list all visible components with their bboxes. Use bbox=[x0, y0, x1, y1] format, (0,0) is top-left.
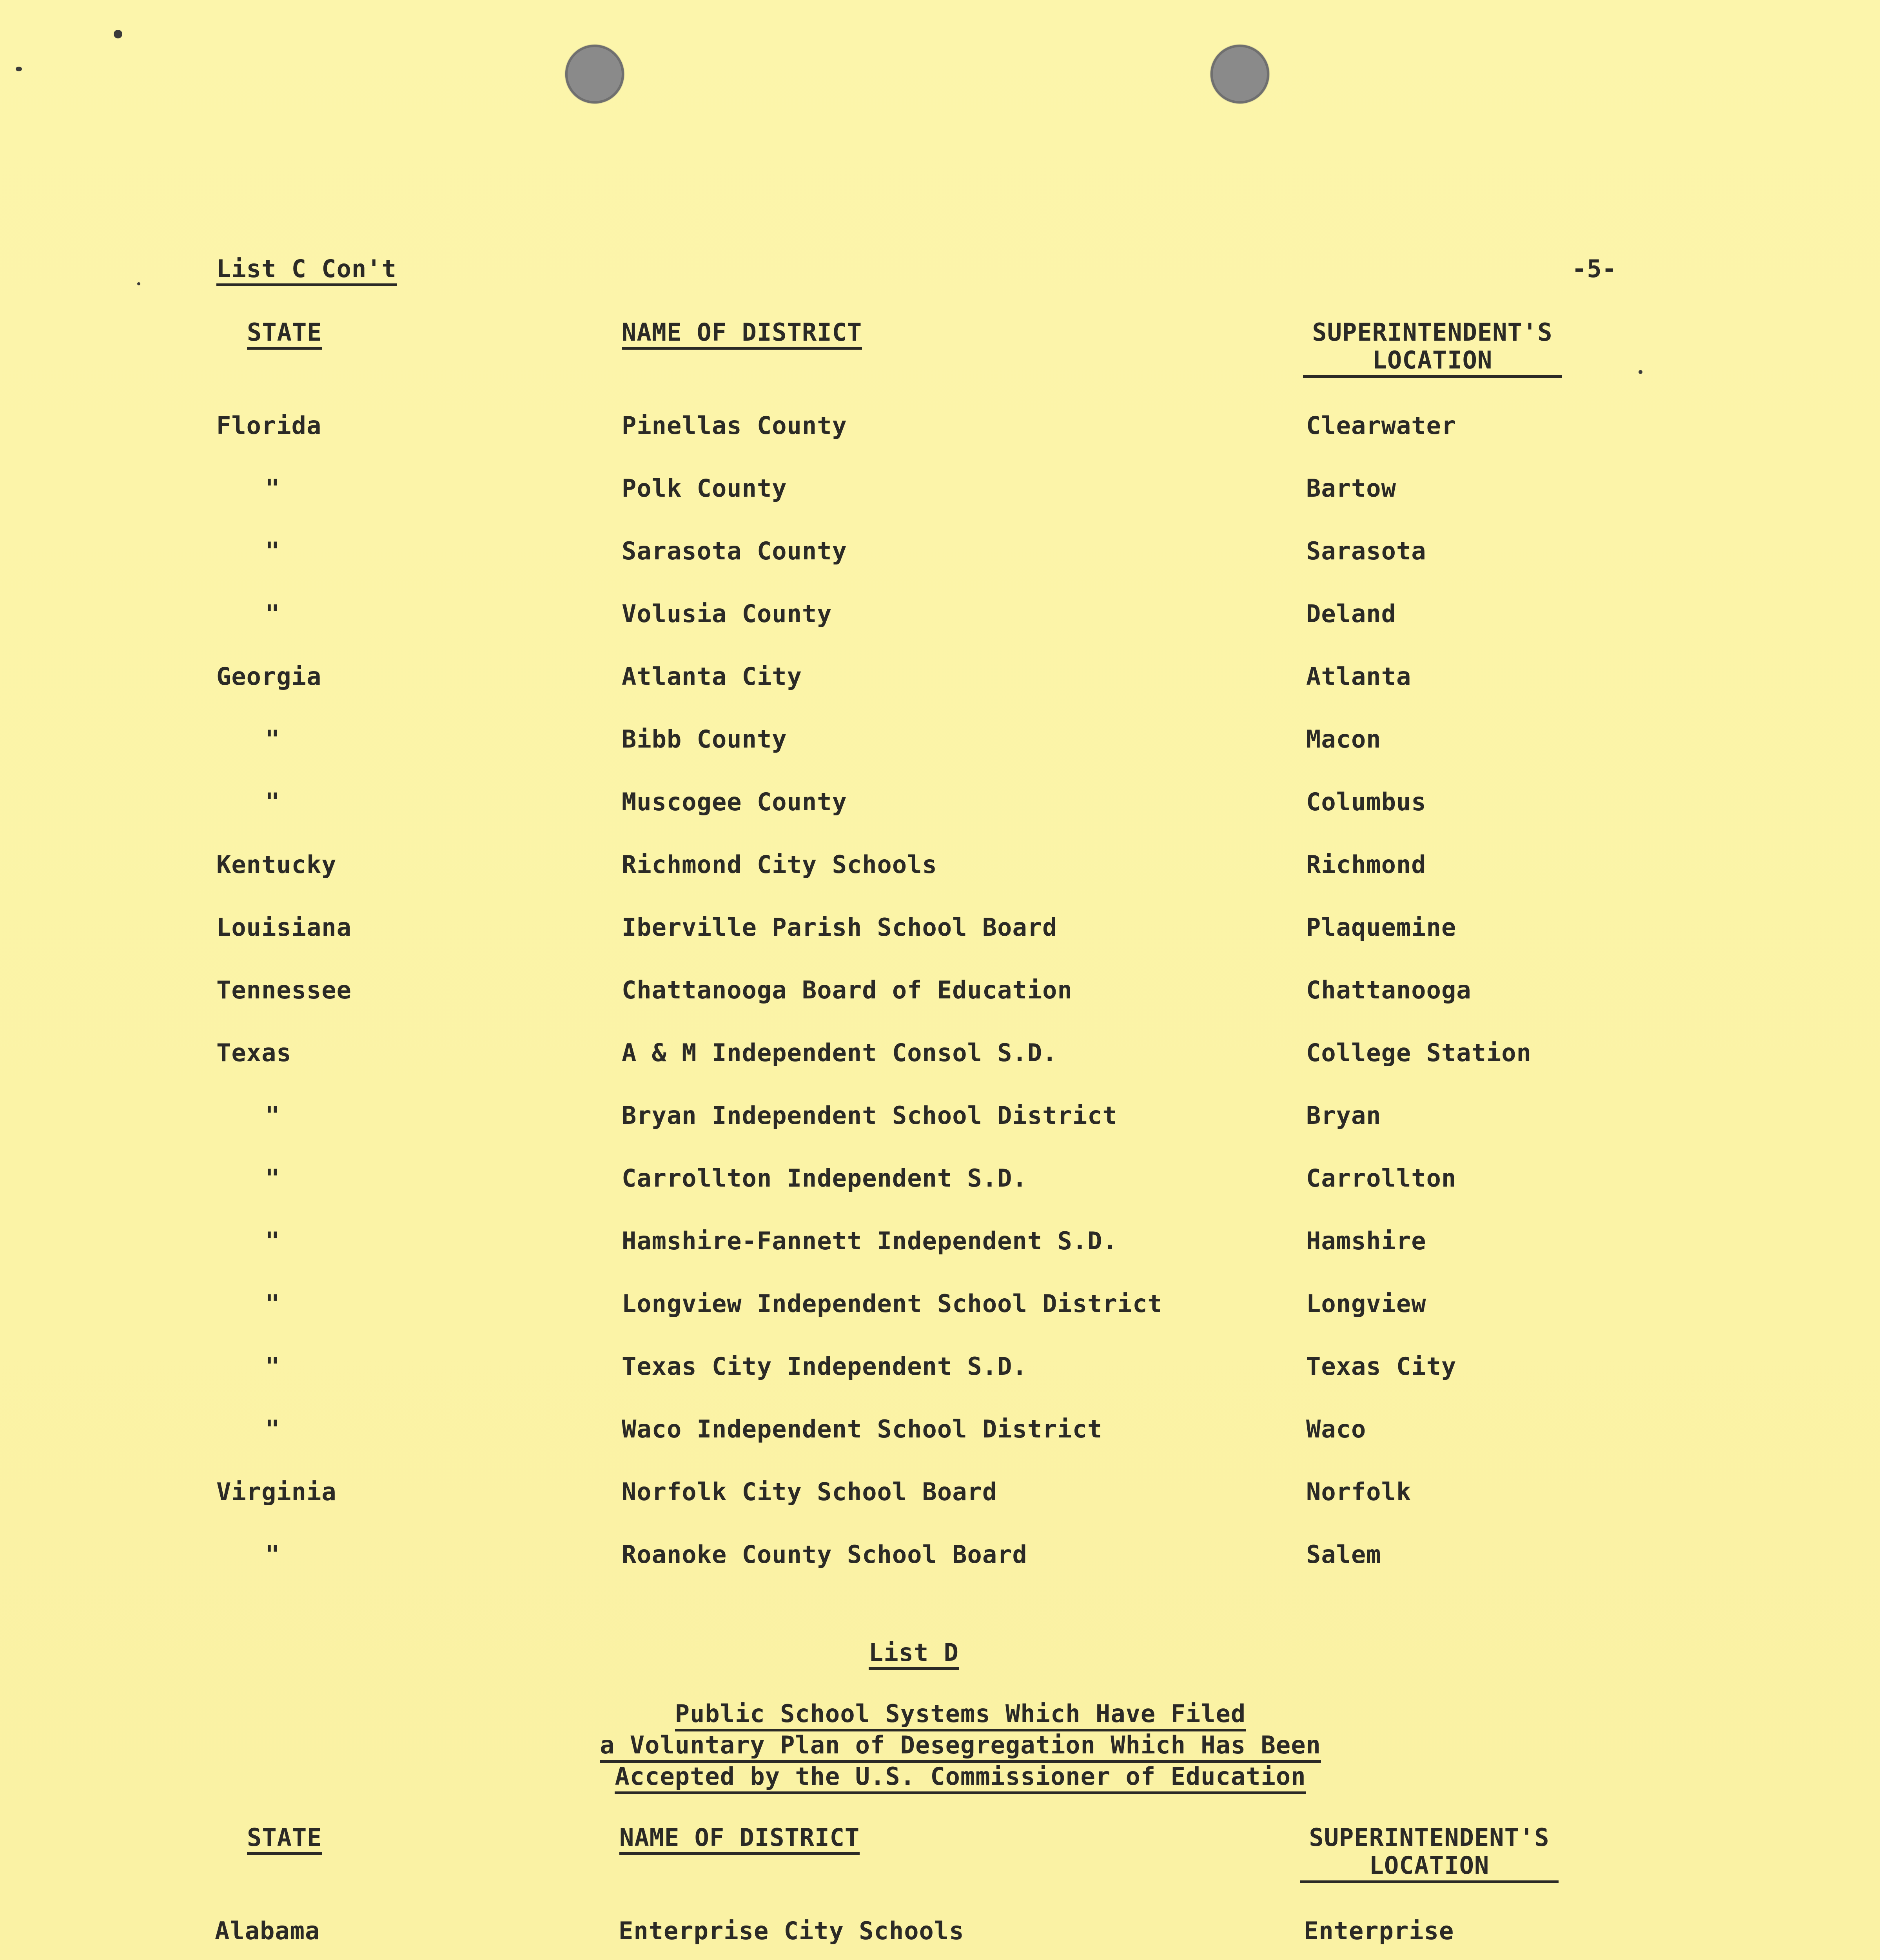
cell-district: Norfolk City School Board bbox=[622, 1477, 998, 1506]
punch-hole-right bbox=[1210, 45, 1269, 103]
cell-district: Waco Independent School District bbox=[622, 1415, 1103, 1443]
cell-location: Macon bbox=[1306, 725, 1381, 753]
list-c-col-location-1: SUPERINTENDENT'S bbox=[1312, 318, 1553, 347]
cell-district: Bibb County bbox=[622, 725, 787, 753]
cell-district: Iberville Parish School Board bbox=[622, 913, 1058, 942]
cell-location: Waco bbox=[1306, 1415, 1366, 1443]
list-d-col-district: NAME OF DISTRICT bbox=[619, 1824, 860, 1855]
list-d-col-state: STATE bbox=[247, 1824, 322, 1855]
paper-speck bbox=[114, 30, 122, 38]
cell-location: Chattanooga bbox=[1306, 976, 1472, 1004]
cell-location: Bryan bbox=[1306, 1101, 1381, 1130]
cell-location: Texas City bbox=[1306, 1352, 1457, 1381]
page-number: -5- bbox=[1572, 254, 1617, 283]
cell-location: Enterprise bbox=[1304, 1916, 1454, 1945]
cell-state: " bbox=[265, 1352, 280, 1381]
cell-district: Roanoke County School Board bbox=[622, 1540, 1027, 1569]
list-c-col-location-line2 bbox=[1303, 346, 1562, 377]
cell-district: Muscogee County bbox=[622, 788, 847, 816]
list-d-subtitle-3: Accepted by the U.S. Commissioner of Education bbox=[615, 1762, 1306, 1794]
cell-state: " bbox=[265, 537, 280, 565]
cell-location: Norfolk bbox=[1306, 1477, 1412, 1506]
cell-district: Carrollton Independent S.D. bbox=[622, 1164, 1027, 1192]
cell-district: Texas City Independent S.D. bbox=[622, 1352, 1027, 1381]
list-c-col-location-line1 bbox=[1303, 318, 1562, 346]
cell-state: Florida bbox=[216, 411, 322, 440]
cell-district: Enterprise City Schools bbox=[619, 1916, 964, 1945]
list-d-subtitle-3-wrap bbox=[470, 1762, 1450, 1790]
cell-location: College Station bbox=[1306, 1038, 1532, 1067]
cell-district: A & M Independent Consol S.D. bbox=[622, 1038, 1058, 1067]
cell-state: " bbox=[265, 1289, 280, 1318]
list-d-subtitle-1: Public School Systems Which Have Filed bbox=[675, 1699, 1246, 1731]
cell-district: Longview Independent School District bbox=[622, 1289, 1163, 1318]
cell-location: Bartow bbox=[1306, 474, 1396, 503]
paper-speck bbox=[16, 67, 22, 71]
cell-state: " bbox=[265, 1101, 280, 1130]
cell-state: Tennessee bbox=[216, 976, 352, 1004]
list-d-col-location-line1 bbox=[1300, 1824, 1559, 1851]
cell-state: " bbox=[265, 1164, 280, 1192]
cell-location: Salem bbox=[1306, 1540, 1381, 1569]
list-d-col-location-2: LOCATION bbox=[1369, 1851, 1490, 1880]
cell-state: Alabama bbox=[215, 1916, 320, 1945]
cell-state: " bbox=[265, 474, 280, 503]
cell-location: Hamshire bbox=[1306, 1227, 1426, 1255]
list-c-col-state: STATE bbox=[247, 318, 322, 350]
cell-district: Atlanta City bbox=[622, 662, 802, 691]
cell-state: " bbox=[265, 1540, 280, 1569]
list-c-col-district: NAME OF DISTRICT bbox=[622, 318, 862, 350]
cell-location: Columbus bbox=[1306, 788, 1426, 816]
cell-district: Chattanooga Board of Education bbox=[622, 976, 1072, 1004]
cell-district: Hamshire-Fannett Independent S.D. bbox=[622, 1227, 1118, 1255]
punch-hole-left bbox=[565, 45, 624, 103]
paper-speck bbox=[137, 282, 140, 285]
paper-speck bbox=[1639, 370, 1642, 374]
cell-state: " bbox=[265, 788, 280, 816]
list-c-col-location bbox=[1303, 318, 1562, 378]
cell-location: Deland bbox=[1306, 599, 1396, 628]
cell-district: Polk County bbox=[622, 474, 787, 503]
cell-state: Texas bbox=[216, 1038, 292, 1067]
cell-location: Longview bbox=[1306, 1289, 1426, 1318]
cell-location: Plaquemine bbox=[1306, 913, 1457, 942]
cell-state: Louisiana bbox=[216, 913, 352, 942]
cell-district: Pinellas County bbox=[622, 411, 847, 440]
cell-district: Richmond City Schools bbox=[622, 850, 937, 879]
list-c-heading: List C Con't bbox=[216, 255, 397, 286]
cell-state: " bbox=[265, 1227, 280, 1255]
cell-location: Sarasota bbox=[1306, 537, 1426, 565]
cell-state: Georgia bbox=[216, 662, 322, 691]
list-d-col-location bbox=[1300, 1824, 1559, 1883]
list-d-col-location-1: SUPERINTENDENT'S bbox=[1309, 1823, 1550, 1852]
cell-state: " bbox=[265, 1415, 280, 1443]
cell-location: Clearwater bbox=[1306, 411, 1457, 440]
cell-state: Kentucky bbox=[216, 850, 337, 879]
cell-location: Carrollton bbox=[1306, 1164, 1457, 1192]
cell-district: Volusia County bbox=[622, 599, 832, 628]
list-d-subtitle-1-wrap bbox=[470, 1700, 1450, 1728]
list-d-subtitle-2: a Voluntary Plan of Desegregation Which Has Been bbox=[600, 1731, 1321, 1763]
list-d-col-location-line2 bbox=[1300, 1851, 1559, 1883]
cell-state: " bbox=[265, 599, 280, 628]
cell-state: Virginia bbox=[216, 1477, 337, 1506]
list-d-heading: List D bbox=[869, 1639, 959, 1670]
cell-location: Atlanta bbox=[1306, 662, 1412, 691]
cell-location: Richmond bbox=[1306, 850, 1426, 879]
list-d-subtitle-2-wrap bbox=[470, 1731, 1450, 1759]
cell-district: Sarasota County bbox=[622, 537, 847, 565]
cell-district: Bryan Independent School District bbox=[622, 1101, 1118, 1130]
cell-state: " bbox=[265, 725, 280, 753]
list-c-col-location-2: LOCATION bbox=[1372, 346, 1493, 375]
